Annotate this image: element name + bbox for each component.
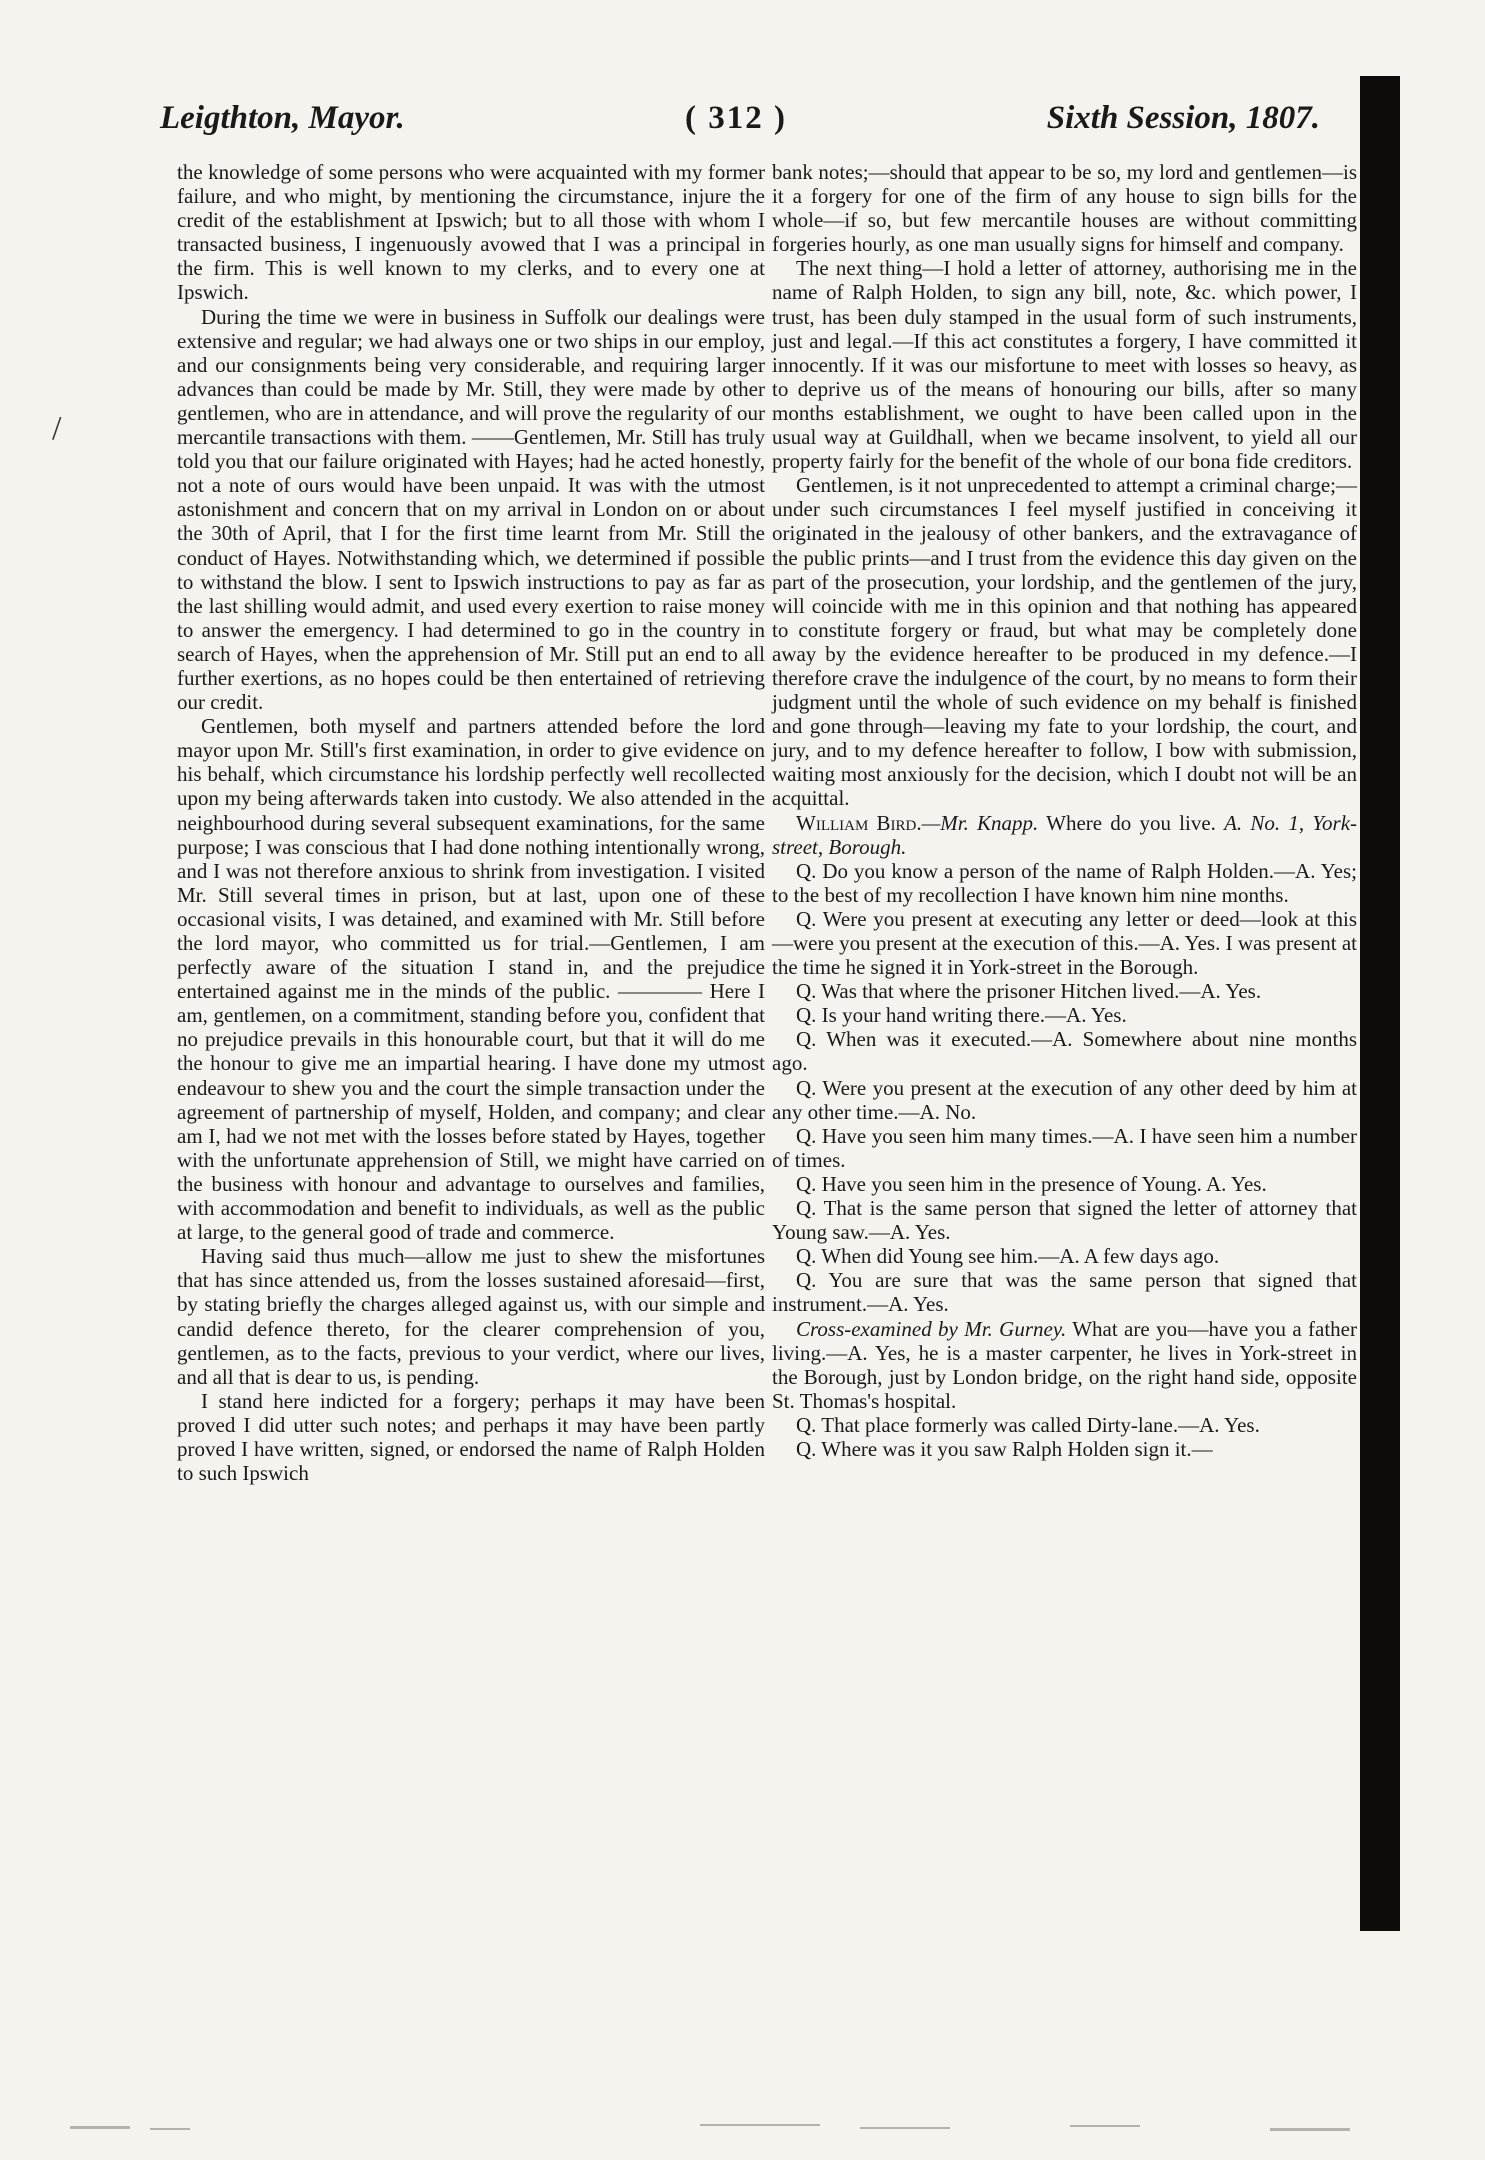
paragraph: Gentlemen, both myself and partners attended before the lord mayor upon Mr. Still's first examination, in order to give evidence on his behalf, which circumstance his lordship perfectly well recollected upon my being afterwards taken into custody. We also attended in the neighbourhood during several subsequent examinations, for the same purpose; I was conscious that I had done nothing intentionally wrong, and I was not therefore anxious to shrink from investigation. I visited Mr. Still several times in prison, but at last, upon one of these occasional visits, I was detained, and examined with Mr. Still before the lord mayor, who committed us for trial.—Gentlemen, I am perfectly aware of the situation I stand in, and the prejudice entertained against me in the minds of the public. ———— Here I am, gentlemen, on a commitment, standing before you, confident that no prejudice prevails in this honourable court, but that it will do me the honour to give me an impartial hearing. I have done my utmost endeavour to shew you and the court the simple transaction under the agreement of partnership of myself, Holden, and company; and clear am I, had we not met with the losses before stated by Hayes, together with the unfortunate apprehension of Still, we might have carried on the business with honour and advantage to ourselves and families, with accommodation and benefit to individuals, as well as the public at large, to the general good of trade and commerce. [177, 714, 765, 1245]
header-left: Leigthton, Mayor. [160, 100, 405, 136]
qa-line: Q. You are sure that was the same person that signed that instrument.—A. Yes. [772, 1268, 1357, 1317]
page-number: ( 312 ) [685, 100, 787, 136]
first-answer: A. No. 1, York-street, Borough. [772, 810, 1358, 859]
qa-line: Q. Have you seen him in the presence of Young. A. Yes. [796, 1171, 1267, 1196]
paragraph: I stand here indicted for a forgery; perhaps it may have been proved I did utter such notes; and perhaps it may have been partly proved I have written, signed, or endorsed the name of Ralph Holden to such Ipswich [177, 1388, 765, 1486]
witness-name: William Bird. [796, 810, 922, 835]
cross-text: What are you—have you a father living.—A. Yes, he is a master carpenter, he lives in York-street in the Borough, just by London bridge, on the right hand side, opposite St. Thomas's hospital. [772, 1316, 1357, 1413]
qa-line: Q. When was it executed.—A. Somewhere about nine months ago. [772, 1027, 1357, 1076]
running-header [160, 100, 1320, 150]
qa-line: Q. When did Young see him.—A. A few days ago. [796, 1244, 1220, 1269]
paragraph: Gentlemen, is it not unprecedented to attempt a criminal charge;—under such circumstances I feel myself justified in conceiving it originated in the jealousy of other bankers, and the extravagance of the public prints—and I trust from the evidence this day given on the part of the prosecution, your lordship, and the gentlemen of the jury, will coincide with me in this opinion and that nothing has appeared to constitute forgery or fraud, but what may be completely done away by the evidence hereafter to be produced in my defence.—I therefore crave the indulgence of the court, by no means to form their judgment until the whole of such evidence on my behalf is finished and gone through—leaving my fate to your lordship, the court, and jury, and to my defence hereafter to follow, I bow with submission, waiting most anxiously for the decision, which I doubt not will be an acquittal. [772, 473, 1357, 811]
qa-line: Q. Where was it you saw Ralph Holden sign it.— [796, 1436, 1213, 1461]
qa-line: Q. That is the same person that signed the letter of attorney that Young saw.—A. Yes. [772, 1196, 1357, 1245]
witness-heading [772, 811, 1357, 859]
examiner-name: —Mr. Knapp. [921, 810, 1039, 835]
paragraph: the knowledge of some persons who were acquainted with my former failure, and who might, by mentioning the circumstance, injure the credit of the establishment at Ipswich; but to all those with whom I transacted business, I ingenuously avowed that I was a principal in the firm. This is well known to my clerks, and to every one at Ipswich. [177, 160, 765, 305]
qa-line: Q. Was that where the prisoner Hitchen lived.—A. Yes. [796, 979, 1262, 1004]
qa-line: Q. Is your hand writing there.—A. Yes. [796, 1003, 1127, 1028]
qa-line: Q. Were you present at executing any letter or deed—look at this—were you present at the execution of this.—A. Yes. I was present at the time he signed it in York-street in the Borough. [772, 906, 1357, 980]
cross-examination [772, 1317, 1357, 1413]
paragraph: During the time we were in business in Suffolk our dealings were extensive and regular; we had always one or two ships in our employ, and our consignments being very considerable, and requiring larger advances than could be made by Mr. Still, they were made by other gentlemen, who are in attendance, and will prove the regularity of our mercantile transactions with them. ——Gentlemen, Mr. Still has truly told you that our failure originated with Hayes; had he acted honestly, not a note of ours would have been unpaid. It was with the utmost astonishment and concern that on my arrival in London on or about the 30th of April, that I for the first time learnt from Mr. Still the conduct of Hayes. Notwithstanding which, we determined if possible to withstand the blow. I sent to Ipswich instructions to pay as far as the last shilling would admit, and used every exertion to raise money to answer the emergency. I had determined to go in the country in search of Hayes, when the apprehension of Mr. Still put an end to all further exertions, as no hopes could be then entertained of retrieving our credit. [177, 304, 765, 715]
left-column [177, 160, 765, 1485]
paragraph: The next thing—I hold a letter of attorney, authorising me in the name of Ralph Holden, to sign any bill, note, &c. which power, I trust, has been duly stamped in the usual form of such instruments, just and legal.—If this act constitutes a forgery, I have committed it innocently. If it was our misfortune to meet with losses so heavy, as to deprive us of the means of honouring our bills, after so many months establishment, we ought to have been called upon in the usual way at Guildhall, when we became insolvent, to yield all our property fairly for the benefit of the whole of our bona fide creditors. [772, 256, 1357, 474]
paragraph: bank notes;—should that appear to be so, my lord and gentlemen—is it a forgery for one of the firm of any house to sign bills for the whole—if so, but few mercantile houses are without committing forgeries hourly, as one man usually signs for himself and company. [772, 160, 1357, 257]
qa-line: Q. That place formerly was called Dirty-lane.—A. Yes. [796, 1412, 1260, 1437]
first-question: Where do you live. [1046, 810, 1216, 835]
paragraph: Having said thus much—allow me just to shew the misfortunes that has since attended us, from the losses sustained aforesaid—first, by stating briefly the charges alleged against us, with our simple and candid defence thereto, for the clearer comprehension of you, gentlemen, as to the facts, previous to your verdict, where our lives, and all that is dear to us, is pending. [177, 1244, 765, 1389]
qa-line: Q. Have you seen him many times.—A. I have seen him a number of times. [772, 1123, 1357, 1172]
scan-noise [60, 2118, 1400, 2138]
cross-label: Cross-examined by Mr. Gurney. [796, 1316, 1067, 1341]
header-right: Sixth Session, 1807. [1046, 100, 1320, 136]
right-column [772, 160, 1357, 1461]
binding-shadow [1360, 76, 1400, 1931]
qa-line: Q. Do you know a person of the name of Ralph Holden.—A. Yes; to the best of my recollection I have known him nine months. [772, 858, 1357, 907]
qa-line: Q. Were you present at the execution of any other deed by him at any other time.—A. No. [772, 1075, 1357, 1124]
margin-mark: / [52, 410, 62, 447]
